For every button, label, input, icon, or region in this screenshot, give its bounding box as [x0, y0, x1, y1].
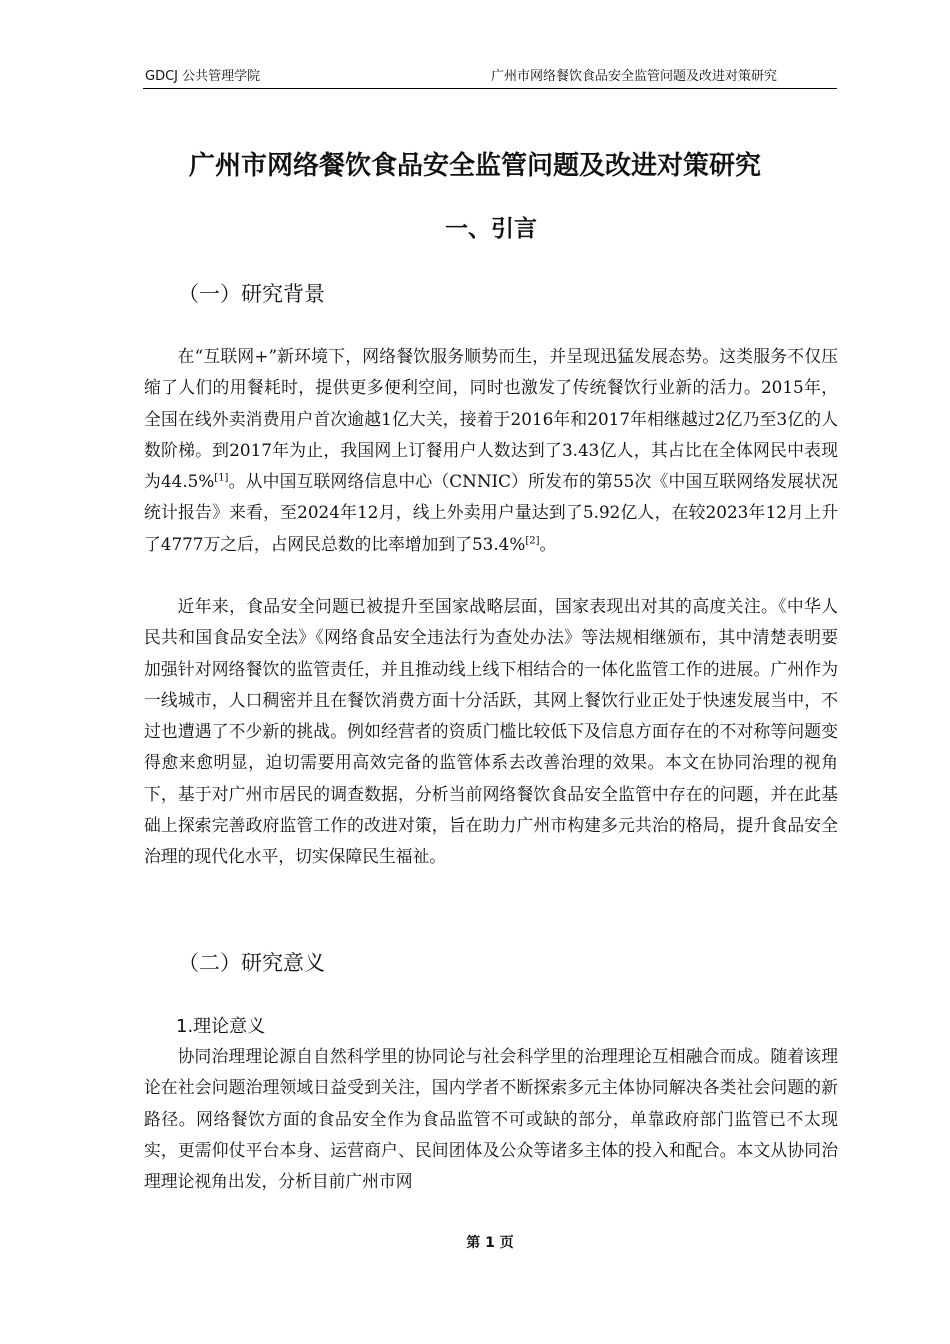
paragraph-text: 在“互联网+”新环境下，网络餐饮服务顺势而生，并呈现迅猛发展态势。这类服务不仅压缩了人们的用餐耗时，提供更多便利空间，同时也激发了传统餐饮行业新的活力。2015年，全国在线外卖消费用户首次逾越1亿大关，接着于2016年和2017年相继越过2亿乃至3亿的人数阶梯。到2017年为止，我国网上订餐用户人数达到了3.43亿人，其占比在全体网民中表现为44.5%: [144, 346, 838, 492]
page-number: 第 1 页: [466, 1235, 514, 1251]
paragraph-background-2: 近年来，食品安全问题已被提升至国家战略层面，国家表现出对其的高度关注。《中华人民共和国食品安全法》《网络食品安全违法行为查处办法》等法规相继颁布，其中清楚表明要加强针对网络餐饮的监管责任，并且推动线上线下相结合的一体化监管工作的进展。广州作为一线城市，人口稠密并且在餐饮消费方面十分活跃，其网上餐饮行业正处于快速发展当中，不过也遭遇了不少新的挑战。例如经营者的资质门槛比较低下及信息方面存在的不对称等问题变得愈来愈明显，迫切需要用高效完备的监管体系去改善治理的效果。本文在协同治理的视角下，基于对广州市居民的调查数据，分析当前网络餐饮食品安全监管中存在的问题，并在此基础上探索完善政府监管工作的改进对策，旨在助力广州市构建多元共治的格局，提升食品安全治理的现代化水平，切实保障民生福祉。: [144, 596, 838, 867]
section-heading-introduction: 一、引言: [445, 216, 537, 242]
heading-theoretical-significance: 1.理论意义: [176, 1016, 266, 1037]
header-institution: GDCJ 公共管理学院: [145, 69, 261, 84]
paragraph-text: 。从中国互联网络信息中心（CNNIC）所发布的第55次《中国互联网络发展状况统计报告》来看，至2024年12月，线上外卖用户量达到了5.92亿人，在较2023年12月上升了4777万之后，占网民总数的比率增加到了53.4%: [144, 471, 838, 554]
subsection-heading-background: （一）研究背景: [178, 282, 325, 306]
running-header: [143, 66, 837, 89]
subsection-heading-significance: （二）研究意义: [178, 951, 325, 975]
paragraph-background-1: [144, 341, 838, 560]
citation-ref-1: [1]: [214, 472, 229, 484]
paragraph-theoretical-significance: 协同治理理论源自自然科学里的协同论与社会科学里的治理理论互相融合而成。随着该理论在社会问题治理领域日益受到关注，国内学者不断探索多元主体协同解决各类社会问题的新路径。网络餐饮方面的食品安全作为食品监管不可或缺的部分，单靠政府部门监管已不太现实，更需仰仗平台本身、运营商户、民间团体及公众等诸多主体的投入和配合。本文从协同治理理论视角出发，分析目前广州市网: [144, 1046, 838, 1192]
citation-ref-2: [2]: [525, 535, 540, 547]
header-paper-title: 广州市网络餐饮食品安全监管问题及改进对策研究: [490, 69, 777, 84]
paragraph-text: 。: [539, 533, 557, 554]
paper-title: 广州市网络餐饮食品安全监管问题及改进对策研究: [188, 151, 761, 181]
